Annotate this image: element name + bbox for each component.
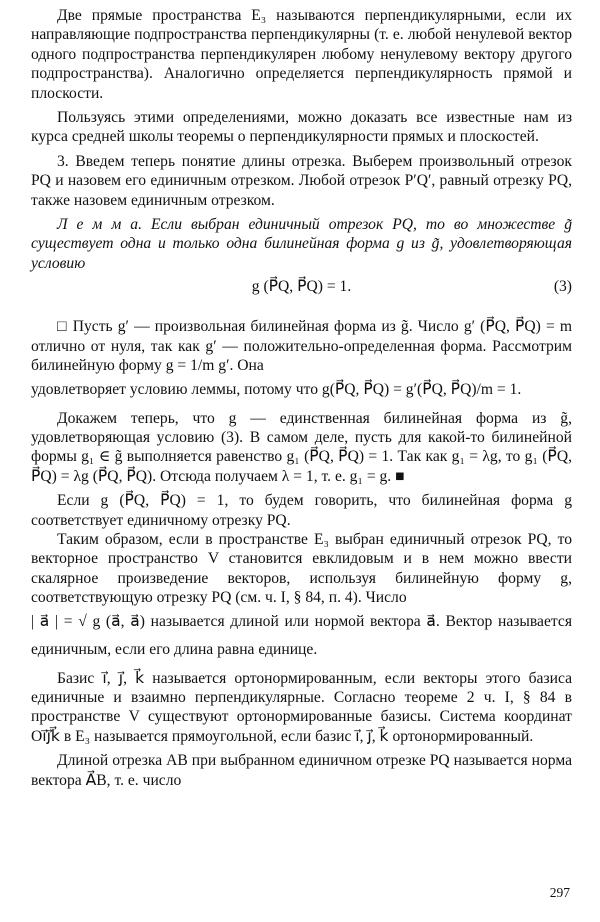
page-number: 297 — [549, 884, 570, 900]
paragraph-3: 3. Введем теперь понятие длины отрезка. Выберем произвольный отрезок PQ и назовем его единичным отрезком. Любой отрезок P′Q′, равный отрезку PQ, также назовем единичным отрезком. — [31, 152, 572, 209]
lemma-statement: Л е м м а. Если выбран единичный отрезок PQ, то во множестве g̃ существует одна и только одна билинейная форма g из g̃, удовлетворяющая условию — [31, 216, 572, 272]
euclidean-paragraph: Таким образом, если в пространстве E₃ выбран единичный отрезок PQ, то векторное пространство V становится евклидовым и в нем можно ввести скалярное произведение векторов, используя билинейную форму g, соответствующую отрезку PQ (см. ч. I, § 84, п. 4). Число — [31, 530, 572, 607]
formula-expression: g (P⃗Q, P⃗Q) = 1. — [251, 278, 352, 296]
orthonormal-paragraph: Базис i⃗, j⃗, k⃗ называется ортонормированным, если векторы этого базиса единичные и взаимно перпендикулярные. Согласно теореме 2 ч. I, § 84 в пространстве V существуют ортонормированные базисы. Система координат Oi⃗j⃗k⃗ в E₃ называется прямоугольной, если базис i⃗, j⃗, k⃗ ортонормированный. — [31, 669, 572, 745]
paragraph-1: Две прямые пространства E₃ называются перпендикулярными, если их направляющие подпространства перпендикулярны (т. е. любой ненулевой вектор одного подпространства перпендикулярен любому ненулевому вектору другого подпространства). Аналогично определяется перпендикулярность прямой и плоскости. — [31, 7, 572, 102]
norm-paragraph: | a⃗ | = √ g (a⃗, a⃗) называется длиной или нормой вектора a⃗. Вектор называется единичным, если его длина равна единице. — [31, 612, 572, 658]
formula-3 — [31, 277, 572, 299]
formula-number: (3) — [553, 278, 572, 296]
segment-length-paragraph: Длиной отрезка AB при выбранном единичном отрезке PQ называется норма вектора A⃗B, т. е. число — [31, 752, 572, 789]
proof-paragraph: □ Пусть g′ — произвольная билинейная форма из g̃. Число g′ (P⃗Q, P⃗Q) = m отлично от нуля, так как g′ — положительно-определенная форма. Рассмотрим билинейную форму g = 1/m g′. Она — [31, 318, 572, 375]
uniqueness-paragraph: Докажем теперь, что g — единственная билинейная форма из g̃, удовлетворяющая условию (3). В самом деле, пусть для какой-то билинейной формы g₁ ∈ g̃ выполняется равенство g₁ (P⃗Q, P⃗Q) = 1. Так как g₁ = λg, то g₁ (P⃗Q, P⃗Q) = λg (P⃗Q, P⃗Q). Отсюда получаем λ = 1, т. е. g₁ = g. ■ — [31, 409, 572, 485]
paragraph-2: Пользуясь этими определениями, можно доказать все известные нам из курса средней школы теоремы о перпендикулярности прямых и плоскостей. — [31, 109, 572, 146]
proof-paragraph-cont: удовлетворяет условию леммы, потому что g(P⃗Q, P⃗Q) = g′(P⃗Q, P⃗Q)/m = 1. — [31, 380, 522, 398]
correspondence-paragraph: Если g (P⃗Q, P⃗Q) = 1, то будем говорить, что билинейная форма g соответствует единичному отрезку PQ. — [31, 492, 572, 529]
